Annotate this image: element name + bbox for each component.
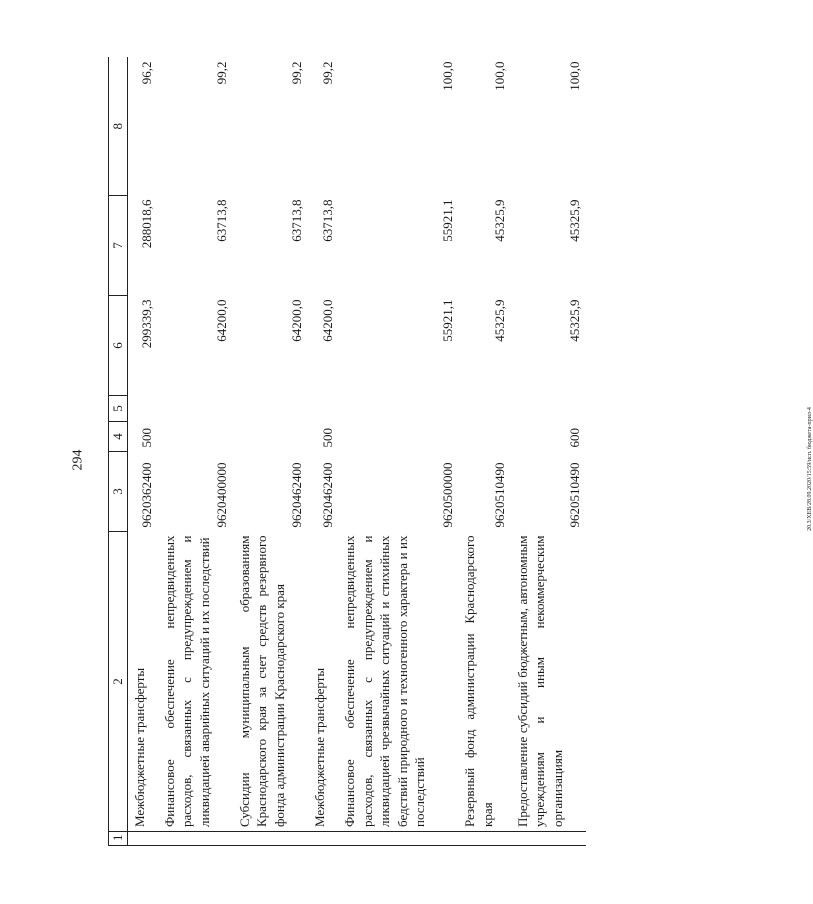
row-name: Финансовое обеспечение непредвиденных расходов, связанных с предупреждением и ликвидацией чрезвычайных ситуаций и стихийных бедствий природного и техногенного характера и их последствий <box>342 535 428 827</box>
budget-table <box>108 58 586 847</box>
table-row <box>158 58 233 846</box>
row-col5 <box>233 396 308 422</box>
row-code: 9620510490 <box>492 462 508 528</box>
row-vr: 500 <box>319 428 335 448</box>
header-cell: 2 <box>109 532 128 832</box>
row-percent: 99,2 <box>319 61 335 85</box>
header-cell: 7 <box>109 196 128 296</box>
row-vr: 600 <box>567 428 583 448</box>
table-row <box>308 58 338 846</box>
row-col5 <box>158 396 233 422</box>
footer-stamp: 20.3/XEB/28.09.2020/15:59/исп. бюджета-прил-4 <box>807 407 813 531</box>
row-code: 9620362400 <box>139 462 155 528</box>
row-col5 <box>338 396 458 422</box>
row-name: Предоставление субсидий бюджетным, автономным учреждениям и иным некоммерческим организациям <box>514 535 565 827</box>
row-vr <box>158 422 233 452</box>
row-vr <box>458 422 511 452</box>
page-number: 294 <box>70 449 86 471</box>
row-percent: 99,2 <box>214 61 230 85</box>
row-percent: 100,0 <box>567 61 583 91</box>
row-code: 9620462400 <box>289 462 305 528</box>
row-vr: 500 <box>139 428 155 448</box>
row-fact: 45325,9 <box>567 199 583 242</box>
row-name: Субсидии муниципальным образованиям Краснодарского края за счет средств резервного фонда администрации Краснодарского края <box>236 535 288 827</box>
row-fact: 55921,1 <box>439 199 455 242</box>
row-percent: 96,2 <box>139 61 155 85</box>
row-fact: 63713,8 <box>289 199 305 242</box>
row-col5 <box>458 396 511 422</box>
row-code: 9620400000 <box>214 462 230 528</box>
row-plan: 55921,1 <box>439 299 455 342</box>
header-cell: 4 <box>109 422 128 452</box>
row-plan: 45325,9 <box>492 299 508 342</box>
row-col5 <box>308 396 338 422</box>
row-vr <box>233 422 308 452</box>
row-percent: 100,0 <box>439 61 455 91</box>
row-code: 9620500000 <box>439 462 455 528</box>
row-fact: 288018,6 <box>139 199 155 249</box>
row-name: Межбюджетные трансферты <box>312 667 328 827</box>
rotated-table-area <box>108 58 586 846</box>
table-row <box>511 58 586 846</box>
row-plan: 64200,0 <box>319 299 335 342</box>
row-fact: 45325,9 <box>492 199 508 242</box>
row-plan: 64200,0 <box>289 299 305 342</box>
header-cell: 1 <box>109 832 128 846</box>
row-percent: 100,0 <box>492 61 508 91</box>
row-plan: 299339,3 <box>139 299 155 349</box>
table-row <box>338 58 458 846</box>
table-row <box>233 58 308 846</box>
row-plan: 64200,0 <box>214 299 230 342</box>
row-name: Межбюджетные трансферты <box>131 667 147 827</box>
row-fact: 63713,8 <box>214 199 230 242</box>
table-header-row <box>109 58 128 846</box>
header-cell: 3 <box>109 452 128 532</box>
row-code: 9620510490 <box>567 462 583 528</box>
header-cell: 8 <box>109 58 128 196</box>
table-row <box>458 58 511 846</box>
row-vr <box>338 422 458 452</box>
row-percent: 99,2 <box>289 61 305 85</box>
row-col5 <box>511 396 586 422</box>
row-name: Резервный фонд администрации Краснодарского края <box>462 535 495 827</box>
row-name: Финансовое обеспечение непредвиденных расходов, связанных с предупреждением и ликвидацией аварийных ситуаций и их последствий <box>161 535 212 827</box>
row-fact: 63713,8 <box>319 199 335 242</box>
row-col5 <box>127 396 158 422</box>
row-plan: 45325,9 <box>567 299 583 342</box>
table-row <box>127 58 158 846</box>
header-cell: 5 <box>109 396 128 422</box>
header-cell: 6 <box>109 296 128 396</box>
row-code: 9620462400 <box>319 462 335 528</box>
